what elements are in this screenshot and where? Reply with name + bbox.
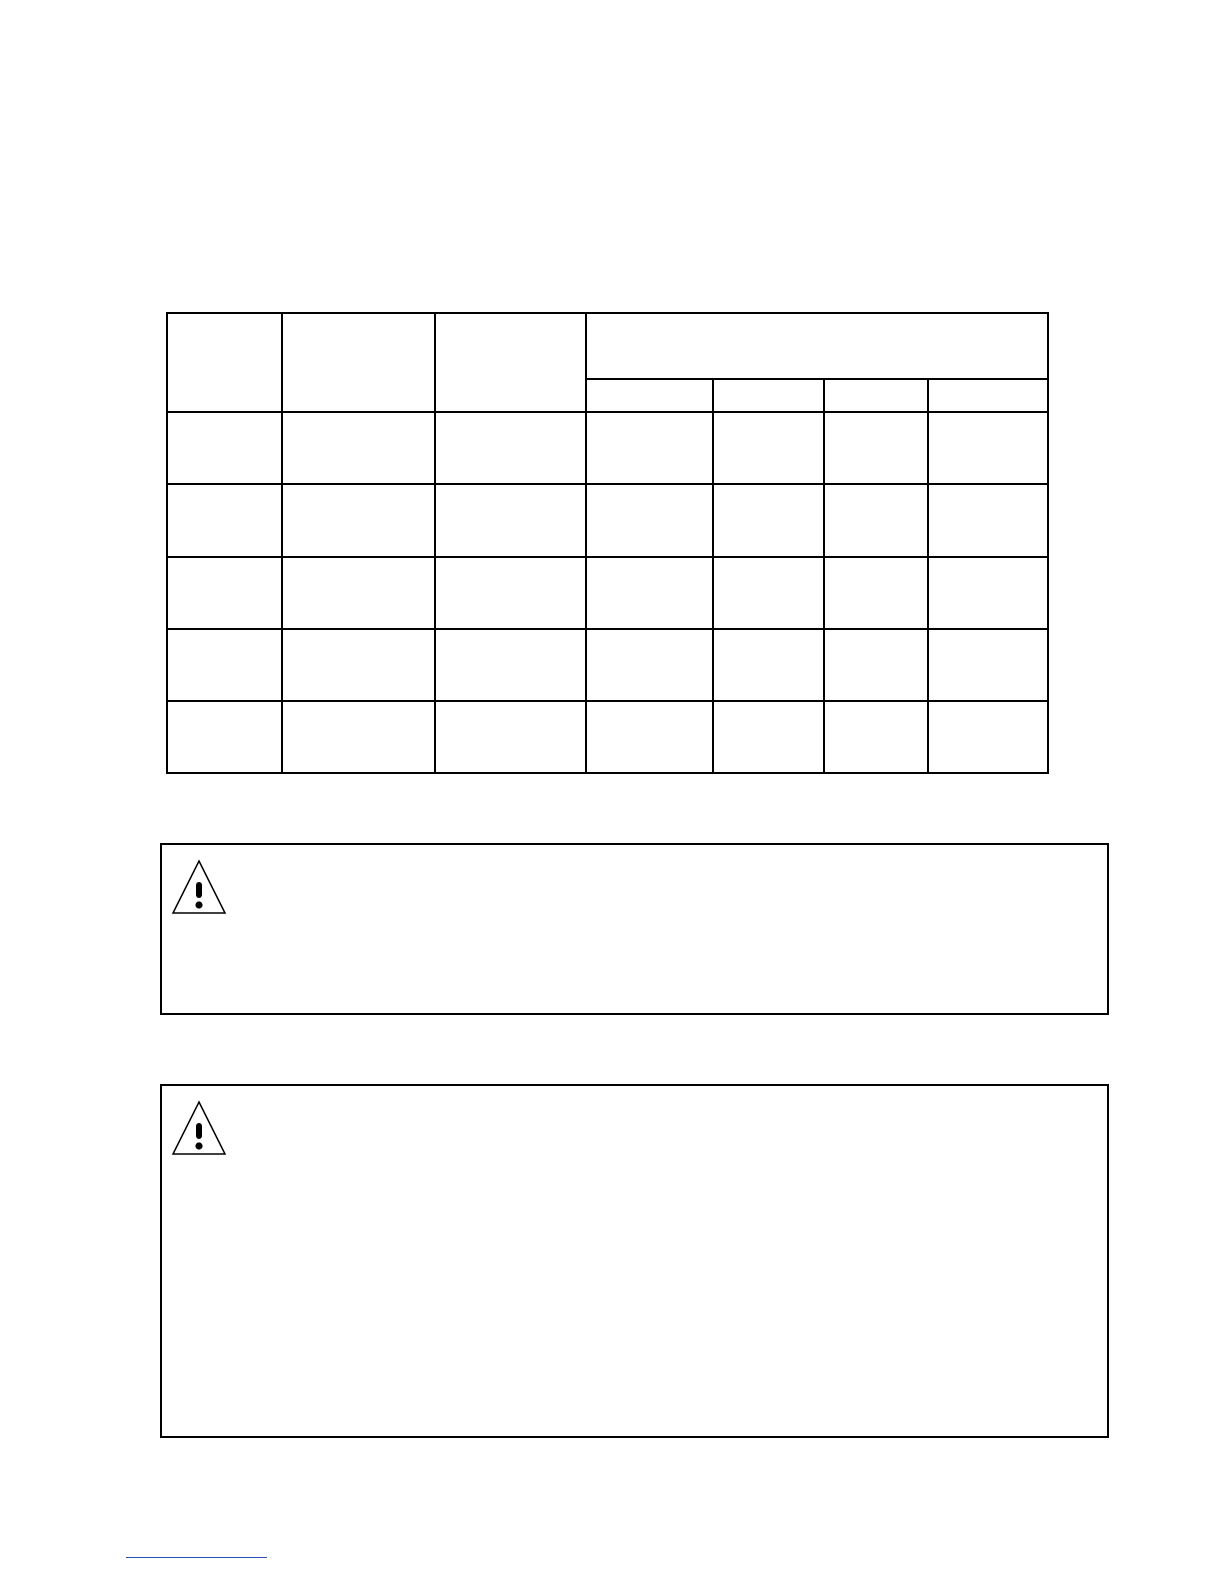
header-cell	[282, 313, 435, 412]
table-cell	[282, 412, 435, 484]
table-header-row	[167, 313, 1048, 379]
table-cell	[282, 701, 435, 773]
warning-box	[160, 1084, 1109, 1438]
table-cell	[435, 484, 586, 556]
table-cell	[928, 701, 1048, 773]
table-row	[167, 701, 1048, 773]
warning-triangle-icon	[171, 1100, 227, 1156]
table-row	[167, 484, 1048, 556]
data-table	[166, 312, 1049, 774]
table-cell	[435, 412, 586, 484]
table-cell	[713, 412, 824, 484]
subheader-cell	[713, 379, 824, 412]
table-cell	[928, 484, 1048, 556]
table-cell	[928, 412, 1048, 484]
footnote-separator	[126, 1557, 267, 1558]
table-cell	[713, 629, 824, 701]
table-cell	[586, 412, 713, 484]
table-cell	[282, 629, 435, 701]
table-cell	[435, 557, 586, 629]
table-row	[167, 629, 1048, 701]
table-cell	[167, 557, 282, 629]
table-cell	[586, 629, 713, 701]
table-cell	[282, 484, 435, 556]
table-cell	[928, 557, 1048, 629]
table-cell	[928, 629, 1048, 701]
table-cell	[824, 557, 928, 629]
subheader-cell	[928, 379, 1048, 412]
table-cell	[167, 701, 282, 773]
table-row	[167, 412, 1048, 484]
table-cell	[824, 412, 928, 484]
header-group-cell	[586, 313, 1048, 379]
table-row	[167, 557, 1048, 629]
table-cell	[713, 484, 824, 556]
warning-triangle-icon	[171, 859, 227, 915]
table-cell	[435, 701, 586, 773]
header-cell	[167, 313, 282, 412]
table-cell	[713, 701, 824, 773]
warning-box	[160, 843, 1109, 1015]
table-cell	[824, 484, 928, 556]
table-cell	[167, 412, 282, 484]
subheader-cell	[824, 379, 928, 412]
table-cell	[713, 557, 824, 629]
table-cell	[282, 557, 435, 629]
table-cell	[167, 484, 282, 556]
table-cell	[824, 701, 928, 773]
subheader-cell	[586, 379, 713, 412]
table-cell	[586, 701, 713, 773]
table-cell	[586, 557, 713, 629]
table-cell	[167, 629, 282, 701]
table-cell	[586, 484, 713, 556]
table-cell	[435, 629, 586, 701]
table-cell	[824, 629, 928, 701]
header-cell	[435, 313, 586, 412]
